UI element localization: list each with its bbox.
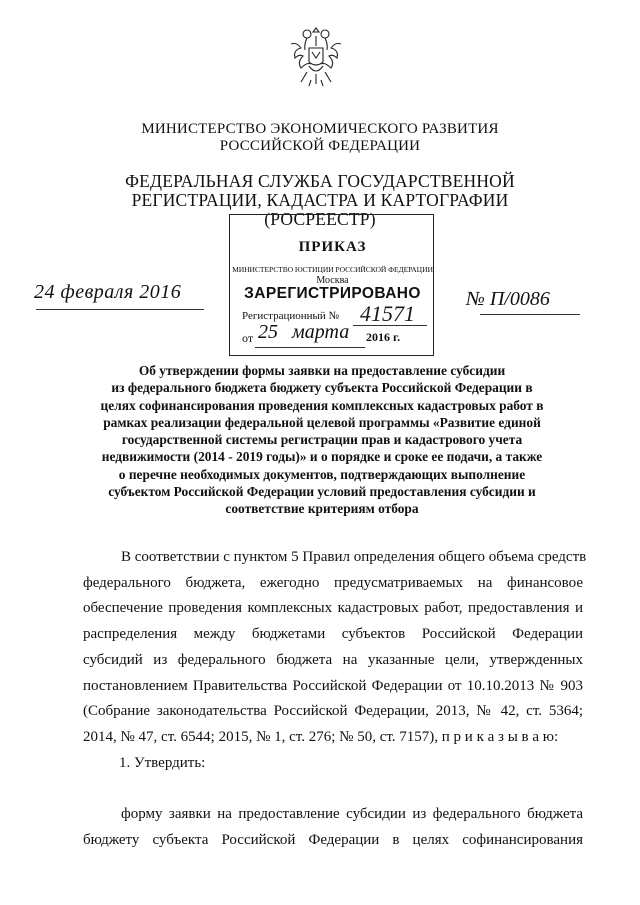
registration-stamp <box>229 214 434 356</box>
paragraph-line: распределения между бюджетами субъектов Российской Федерации <box>83 626 583 643</box>
order-date: 24 февраля 2016 <box>34 281 182 303</box>
title-line: недвижимости (2014 - 2019 годы)» и о порядке и сроке ее подачи, а также <box>101 449 543 465</box>
item-1-label: 1. Утвердить: <box>119 755 206 771</box>
stamp-month: марта <box>292 321 350 343</box>
stamp-reg-label: Регистрационный № <box>242 310 340 322</box>
paragraph-line: федерального бюджета, ежегодно предусматриваемых на финансовое <box>83 574 583 591</box>
paragraph-line: В соответствии с пунктом 5 Правил определения общего объема средств <box>121 549 587 565</box>
paragraph-1 <box>83 545 587 751</box>
title-line: государственной системы регистрации прав и кадастрового учета <box>121 432 523 448</box>
stamp-reg-underline <box>353 325 427 326</box>
stamp-day: 25 <box>258 321 278 343</box>
order-number-underline <box>480 314 580 315</box>
service-name-line3: (РОСРЕЕСТР) <box>264 209 376 229</box>
title-line: о перечне необходимых документов, подтверждающих выполнение <box>118 466 526 482</box>
title-line: соответствие критериям отбора <box>225 501 419 517</box>
paragraph-line: бюджету субъекта Российской Федерации в целях софинансирования <box>83 831 583 848</box>
service-name-line1: ФЕДЕРАЛЬНАЯ СЛУЖБА ГОСУДАРСТВЕННОЙ <box>125 171 515 191</box>
title-line: субъектом Российской Федерации условий предоставления субсидии и <box>108 484 536 500</box>
stamp-city: Москва <box>316 275 349 286</box>
stamp-from-label: от <box>242 331 254 345</box>
title-line: из федерального бюджета бюджету субъекта Российской Федерации в <box>111 380 533 396</box>
stamp-registered: ЗАРЕГИСТРИРОВАНО <box>244 285 421 302</box>
stamp-prikaz: ПРИКАЗ <box>298 239 367 255</box>
order-number: № П/0086 <box>466 288 550 310</box>
stamp-ministry-of-justice: МИНИСТЕРСТВО ЮСТИЦИИ РОССИЙСКОЙ ФЕДЕРАЦИИ <box>232 265 433 274</box>
ministry-name-line1: МИНИСТЕРСТВО ЭКОНОМИЧЕСКОГО РАЗВИТИЯ <box>141 121 499 137</box>
paragraph-2 <box>83 802 583 853</box>
paragraph-line: постановлением Правительства Российской Федерации от 10.10.2013 № 903 <box>83 677 583 694</box>
stamp-year: 2016 г. <box>366 330 401 344</box>
stamp-date-underline <box>255 347 365 348</box>
service-name-line2: РЕГИСТРАЦИИ, КАДАСТРА И КАРТОГРАФИИ <box>131 190 509 210</box>
title-line: рамках реализации федеральной целевой программы «Развитие единой <box>103 414 541 430</box>
ministry-name-line2: РОССИЙСКОЙ ФЕДЕРАЦИИ <box>219 138 421 154</box>
paragraph-line: обеспечение проведения комплексных кадастровых работ, предоставления и <box>83 600 583 617</box>
coat-of-arms-icon <box>285 22 347 90</box>
title-line: Об утверждении формы заявки на предоставление субсидии <box>138 363 506 378</box>
paragraph-line: (Собрание законодательства Российской Федерации, 2013, № 42, ст. 5364; <box>83 703 583 720</box>
document-title <box>90 362 554 518</box>
title-line: целях софинансирования проведения комплексных кадастровых работ в <box>100 397 544 413</box>
stamp-reg-number: 41571 <box>360 301 415 326</box>
paragraph-line: 2014, № 47, ст. 6544; 2015, № 1, ст. 276; № 50, ст. 7157), п р и к а з ы в а ю: <box>83 728 559 745</box>
paragraph-line: форму заявки на предоставление субсидии из федерального бюджета <box>121 806 583 822</box>
order-date-underline <box>36 309 204 310</box>
paragraph-line: субсидий из федерального бюджета на указанные цели, утвержденных <box>83 651 583 668</box>
item-1 <box>83 751 583 777</box>
